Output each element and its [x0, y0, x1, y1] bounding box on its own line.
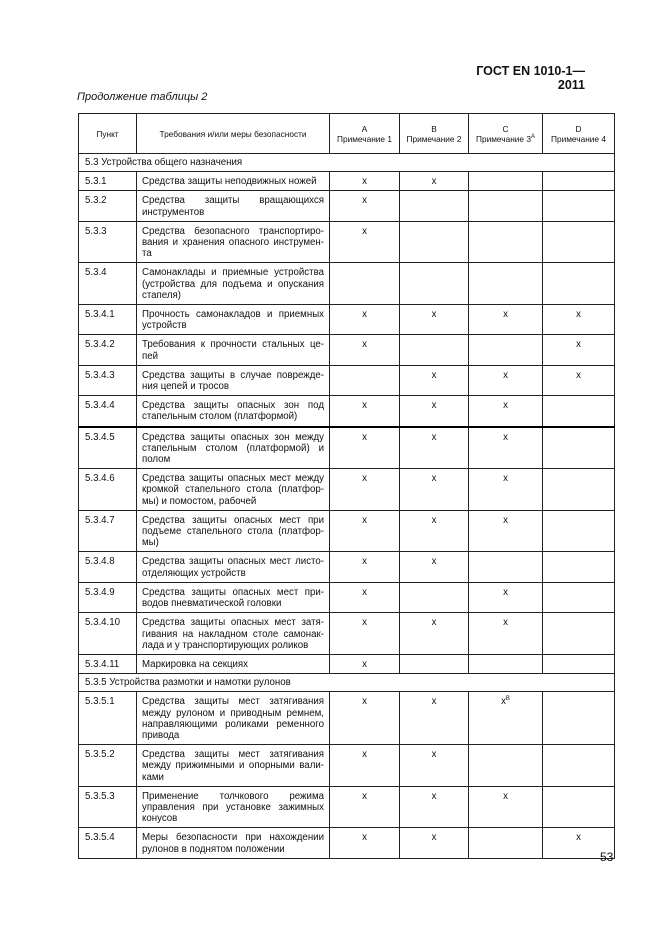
section-row-5-3-5 [79, 674, 615, 692]
requirement-cell-text: Меры безопасности при нахождении рулонов в поднятом положении [142, 832, 324, 855]
mark-a-cell [330, 221, 400, 263]
table-row [79, 582, 615, 612]
mark-b-cell-text: x [431, 832, 437, 844]
mark-a-cell [330, 510, 400, 552]
punkt-cell-text: 5.3.1 [85, 176, 107, 188]
mark-a-cell [330, 263, 400, 305]
mark-d-cell [543, 396, 615, 427]
mark-a-cell-text: x [362, 195, 367, 207]
punkt-cell-text: 5.3.4.2 [85, 339, 115, 351]
mark-c-cell [469, 263, 543, 305]
requirement-cell-text: Прочность самонакладов и приемных устройств [142, 309, 324, 332]
mark-b-cell-text: x [431, 696, 437, 708]
mark-c-cell [469, 221, 543, 263]
mark-b-cell [400, 692, 469, 745]
mark-c-cell-text: x [503, 586, 508, 598]
requirement-cell [137, 582, 330, 612]
col-d-note: Примечание 4 [551, 133, 606, 144]
mark-b-cell-text: x [431, 431, 437, 443]
mark-a-cell [330, 365, 400, 395]
punkt-cell [79, 365, 137, 395]
mark-a-cell [330, 552, 400, 582]
col-c-note: Примечание 3 [476, 133, 531, 144]
col-header-d [543, 114, 615, 154]
mark-a-cell [330, 745, 400, 787]
requirement-cell-text: Средства защиты вращающихся инструментов [142, 195, 324, 218]
punkt-cell [79, 828, 137, 858]
mark-d-cell [543, 613, 615, 655]
table-row [79, 692, 615, 745]
mark-a-cell [330, 335, 400, 365]
mark-a-cell [330, 305, 400, 335]
mark-b-cell [400, 221, 469, 263]
mark-b-cell-text: x [431, 369, 437, 381]
mark-b-cell [400, 786, 469, 828]
requirement-cell [137, 191, 330, 221]
mark-c-cell [469, 786, 543, 828]
mark-d-cell [543, 654, 615, 673]
mark-c-cell [469, 692, 543, 745]
mark-d-cell-text: x [576, 309, 581, 321]
mark-b-cell [400, 745, 469, 787]
mark-a-cell [330, 172, 400, 191]
punkt-cell-text: 5.3.5.1 [85, 696, 115, 708]
mark-d-cell-text: x [576, 832, 581, 844]
mark-b-cell-text: x [431, 473, 437, 485]
mark-d-cell [543, 469, 615, 511]
table-row [79, 510, 615, 552]
punkt-cell [79, 396, 137, 427]
mark-d-cell [543, 365, 615, 395]
table-row [79, 745, 615, 787]
mark-a-cell [330, 396, 400, 427]
mark-c-cell-text: x [503, 400, 508, 412]
requirement-cell-text: Средства защиты мест затягивания между прижимными и опорными вали-ками [142, 749, 324, 783]
punkt-cell [79, 305, 137, 335]
punkt-cell [79, 510, 137, 552]
requirement-cell [137, 263, 330, 305]
punkt-cell-text: 5.3.5.4 [85, 832, 115, 844]
requirement-cell [137, 221, 330, 263]
table-row [79, 221, 615, 263]
requirement-cell-text: Средства защиты в случае поврежде-ния цепей и тросов [142, 369, 324, 393]
mark-a-cell-text: x [362, 790, 367, 802]
requirement-cell-text: Средства защиты опасных мест листо- отделяющих устройств [142, 556, 324, 579]
requirement-cell [137, 365, 330, 395]
requirement-cell [137, 510, 330, 552]
punkt-cell-text: 5.3.4.1 [85, 309, 115, 321]
punkt-cell [79, 221, 137, 263]
requirement-cell-text: Средства защиты неподвижных ножей [142, 176, 317, 188]
mark-a-cell-text: x [362, 473, 367, 485]
mark-b-cell-text: x [431, 617, 437, 629]
requirement-cell [137, 654, 330, 673]
col-header-a [330, 114, 400, 154]
mark-a-cell-text: x [362, 514, 367, 526]
mark-c-cell [469, 305, 543, 335]
mark-d-cell [543, 786, 615, 828]
punkt-cell [79, 335, 137, 365]
mark-b-cell-text: x [431, 176, 437, 188]
requirement-cell-text: Применение толчкового режима управления при установке зажимных конусов [142, 790, 324, 825]
punkt-cell-text: 5.3.5.3 [85, 790, 115, 802]
mark-c-cell-text: x [501, 696, 506, 708]
requirement-cell-text: Средства защиты мест затягивания между рулоном и приводным ремнем, направляющими роликами ременного привода [142, 696, 324, 741]
mark-d-cell [543, 692, 615, 745]
mark-c-cell [469, 510, 543, 552]
punkt-cell-text: 5.3.2 [85, 195, 107, 207]
mark-a-cell [330, 654, 400, 673]
requirement-cell [137, 613, 330, 655]
mark-c-cell [469, 828, 543, 858]
table-row [79, 172, 615, 191]
table-row [79, 365, 615, 395]
table-header-row [79, 114, 615, 154]
mark-b-cell [400, 335, 469, 365]
col-header-requirements: Требования и/или меры безопасности [137, 114, 330, 154]
requirement-cell-text: Средства безопасного транспортиро-вания и хранения опасного инструмен-та [142, 225, 324, 260]
punkt-cell [79, 745, 137, 787]
punkt-cell-text: 5.3.4.4 [85, 400, 115, 412]
col-header-c [469, 114, 543, 154]
mark-b-cell [400, 172, 469, 191]
mark-b-cell [400, 263, 469, 305]
col-header-b [400, 114, 469, 154]
mark-a-cell-text: x [362, 658, 367, 670]
mark-b-cell-text: x [431, 309, 437, 321]
mark-a-cell-text: x [362, 696, 367, 708]
mark-d-cell [543, 263, 615, 305]
punkt-cell [79, 552, 137, 582]
mark-c-cell [469, 654, 543, 673]
mark-a-cell [330, 191, 400, 221]
mark-c-cell-text: x [503, 617, 508, 629]
punkt-cell-text: 5.3.4.9 [85, 586, 115, 598]
requirement-cell [137, 172, 330, 191]
mark-c-cell [469, 745, 543, 787]
section-title: 5.3.5 Устройства размотки и намотки рулонов [79, 674, 615, 692]
mark-d-cell [543, 745, 615, 787]
punkt-cell [79, 427, 137, 469]
mark-b-cell [400, 613, 469, 655]
mark-c-cell [469, 396, 543, 427]
mark-d-cell-text: x [576, 369, 581, 381]
requirement-cell-text: Средства защиты опасных зон между стапельным столом (платформой) и полом [142, 431, 324, 466]
mark-c-cell-text: x [503, 309, 508, 321]
mark-a-cell [330, 828, 400, 858]
col-a-note: Примечание 1 [337, 133, 392, 144]
mark-c-cell [469, 552, 543, 582]
mark-a-cell-text: x [362, 586, 367, 598]
mark-a-cell-text: x [362, 431, 367, 443]
mark-a-cell [330, 427, 400, 469]
punkt-cell [79, 613, 137, 655]
mark-d-cell-text: x [576, 339, 581, 351]
punkt-cell-text: 5.3.4.11 [85, 658, 120, 670]
punkt-cell-text: 5.3.4.7 [85, 514, 115, 526]
table-caption: Продолжение таблицы 2 [77, 91, 208, 103]
requirement-cell [137, 828, 330, 858]
mark-a-cell-text: x [362, 225, 367, 237]
table-row [79, 191, 615, 221]
mark-c-cell-text: x [503, 790, 508, 802]
requirement-cell-text: Средства защиты опасных зон под стапельным столом (платформой) [142, 400, 324, 423]
requirement-cell-text: Средства защиты опасных мест затя-гивания на накладном столе самонак-лада и у транспортирующих роликов [142, 617, 324, 651]
mark-d-cell [543, 305, 615, 335]
table-row [79, 469, 615, 511]
punkt-cell [79, 172, 137, 191]
requirement-cell-text: Средства защиты опасных мест между кромкой стапельного стола (платфор- мы) и помостом, рабочей [142, 473, 324, 507]
mark-d-cell [543, 335, 615, 365]
mark-a-cell-text: x [362, 617, 367, 629]
table-body [79, 154, 615, 859]
mark-d-cell [543, 221, 615, 263]
mark-c-cell-text: x [503, 473, 508, 485]
mark-d-cell [543, 552, 615, 582]
requirement-cell [137, 427, 330, 469]
table-row [79, 654, 615, 673]
mark-c-cell [469, 582, 543, 612]
section-title: 5.3 Устройства общего назначения [79, 154, 615, 172]
punkt-cell [79, 582, 137, 612]
mark-b-cell [400, 305, 469, 335]
mark-b-cell [400, 396, 469, 427]
punkt-cell-text: 5.3.4.3 [85, 369, 115, 381]
requirement-cell [137, 335, 330, 365]
requirement-cell [137, 692, 330, 745]
punkt-cell-text: 5.3.4 [85, 267, 107, 279]
requirement-cell [137, 552, 330, 582]
mark-a-cell [330, 692, 400, 745]
mark-a-cell-text: x [362, 176, 367, 188]
col-a-letter: A [361, 123, 368, 134]
mark-b-cell [400, 828, 469, 858]
mark-b-cell-text: x [431, 749, 437, 761]
punkt-cell-text: 5.3.4.8 [85, 556, 115, 568]
mark-c-cell [469, 191, 543, 221]
mark-b-cell [400, 191, 469, 221]
mark-a-cell-text: x [362, 309, 367, 321]
requirement-cell [137, 396, 330, 427]
mark-b-cell [400, 427, 469, 469]
mark-d-cell [543, 582, 615, 612]
mark-b-cell [400, 654, 469, 673]
col-b-note: Примечание 2 [406, 133, 462, 144]
punkt-cell-text: 5.3.5.2 [85, 749, 115, 761]
mark-c-cell [469, 335, 543, 365]
page-number: 53 [600, 850, 614, 864]
requirements-table [78, 113, 615, 859]
mark-a-cell-text: x [362, 749, 367, 761]
table-row [79, 552, 615, 582]
col-b-letter: B [431, 123, 437, 134]
punkt-cell [79, 692, 137, 745]
mark-a-cell [330, 469, 400, 511]
mark-b-cell-text: x [431, 556, 437, 568]
mark-c-cell [469, 469, 543, 511]
requirement-cell-text: Средства защиты опасных мест при-водов пневматической головки [142, 586, 324, 610]
mark-c-cell [469, 172, 543, 191]
mark-a-cell [330, 582, 400, 612]
table-row [79, 305, 615, 335]
standard-code: ГОСТ EN 1010-1—2011 [476, 64, 585, 92]
requirement-cell [137, 305, 330, 335]
col-c-letter: C [502, 123, 509, 134]
punkt-cell [79, 263, 137, 305]
requirement-cell-text: Самонаклады и приемные устройства (устройства для подъема и опускания стапеля) [142, 267, 324, 301]
mark-d-cell [543, 191, 615, 221]
punkt-cell-text: 5.3.4.10 [85, 617, 121, 629]
table-row [79, 427, 615, 469]
punkt-cell [79, 654, 137, 673]
table-row [79, 335, 615, 365]
punkt-cell [79, 191, 137, 221]
table-row [79, 396, 615, 427]
table-row [79, 613, 615, 655]
col-c-note-sup: A [530, 133, 535, 140]
table-row [79, 263, 615, 305]
mark-a-cell [330, 613, 400, 655]
punkt-cell-text: 5.3.4.5 [85, 431, 115, 443]
punkt-cell [79, 469, 137, 511]
mark-a-cell-text: x [362, 400, 367, 412]
mark-b-cell-text: x [431, 514, 437, 526]
requirement-cell-text: Требования к прочности стальных це-пей [142, 339, 324, 362]
mark-b-cell [400, 469, 469, 511]
mark-c-cell [469, 613, 543, 655]
col-header-punkt: Пункт [79, 114, 137, 154]
table-row [79, 828, 615, 858]
mark-b-cell-text: x [431, 400, 437, 412]
mark-a-cell-text: x [362, 832, 367, 844]
mark-b-cell [400, 582, 469, 612]
requirement-cell [137, 469, 330, 511]
mark-b-cell-text: x [431, 790, 437, 802]
requirement-cell-text: Средства защиты опасных мест при подъеме стапельного стола (платфор-мы) [142, 514, 324, 549]
punkt-cell-text: 5.3.3 [85, 225, 107, 237]
mark-c-cell-text: x [503, 514, 508, 526]
requirement-cell [137, 745, 330, 787]
mark-b-cell [400, 552, 469, 582]
mark-c-cell [469, 427, 543, 469]
punkt-cell-text: 5.3.4.6 [85, 473, 115, 485]
mark-c-cell-text: x [503, 431, 508, 443]
footnote-mark: B [505, 696, 510, 703]
mark-b-cell [400, 510, 469, 552]
mark-a-cell [330, 786, 400, 828]
table-row [79, 786, 615, 828]
requirement-cell-text: Маркировка на секциях [142, 658, 249, 670]
mark-d-cell [543, 510, 615, 552]
section-row-5-3 [79, 154, 615, 172]
mark-a-cell-text: x [362, 556, 367, 568]
mark-c-cell-text: x [503, 369, 508, 381]
mark-d-cell [543, 172, 615, 191]
mark-d-cell [543, 427, 615, 469]
mark-b-cell [400, 365, 469, 395]
punkt-cell [79, 786, 137, 828]
requirement-cell [137, 786, 330, 828]
col-d-letter: D [575, 123, 582, 134]
mark-c-cell [469, 365, 543, 395]
mark-a-cell-text: x [362, 339, 367, 351]
